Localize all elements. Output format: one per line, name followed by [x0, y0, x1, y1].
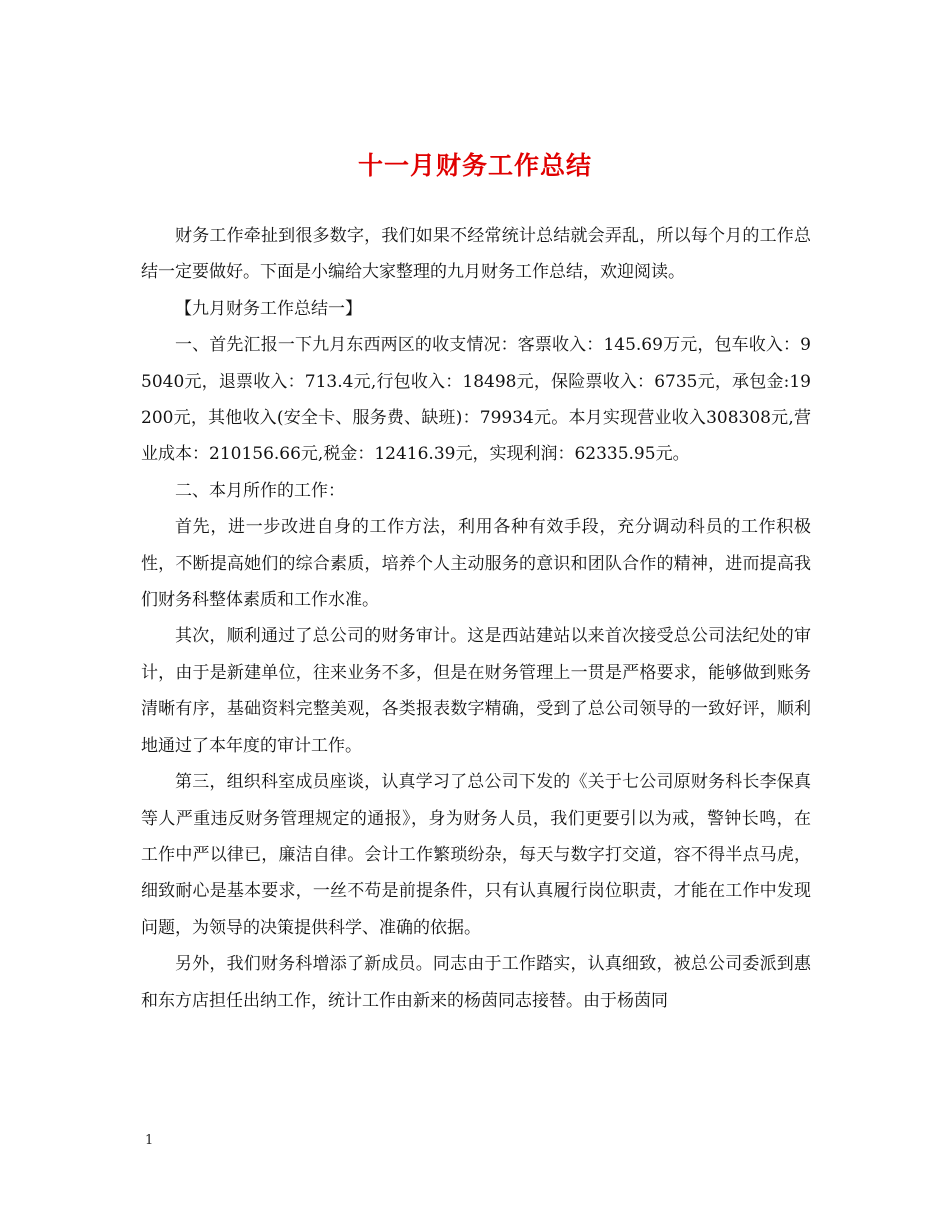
document-title: 十一月财务工作总结 — [357, 151, 592, 180]
page-number: 1 — [145, 1133, 154, 1148]
paragraph-work-third: 第三，组织科室成员座谈，认真学习了总公司下发的《关于七公司原财务科长李保真等人严重违反财务管理规定的通报》，身为财务人员，我们更要引以为戒，警钟长鸣，在工作中严以律已，廉洁自律。会计工作繁琐纷杂，每天与数字打交道，容不得半点马虎，细致耐心是基本要求，一丝不苟是前提条件，只有认真履行岗位职责，才能在工作中发现问题，为领导的决策提供科学、准确的依据。 — [141, 772, 811, 938]
paragraph-income-summary: 一、首先汇报一下九月东西两区的收支情况：客票收入：145.69万元，包车收入：95040元，退票收入：713.4元,行包收入：18498元，保险票收入：6735元，承包金:19200元，其他收入(安全卡、服务费、缺班)：79934元。本月实现营业收入308308元,营业成本：210156.66元,税金：12416.39元，实现利润：62335.95元。 — [141, 335, 811, 465]
document-body — [141, 218, 811, 1019]
paragraph-work-heading: 二、本月所作的工作： — [175, 480, 345, 501]
section-heading: 【九月财务工作总结一】 — [175, 298, 362, 319]
paragraph-work-first: 首先，进一步改进自身的工作方法，利用各种有效手段，充分调动科员的工作积极性，不断提高她们的综合素质，培养个人主动服务的意识和团队合作的精神，进而提高我们财务科整体素质和工作水准。 — [141, 517, 811, 611]
paragraph-work-second: 其次，顺利通过了总公司的财务审计。这是西站建站以来首次接受总公司法纪处的审计，由于是新建单位，往来业务不多，但是在财务管理上一贯是严格要求，能够做到账务清晰有序，基础资料完整美观，各类报表数字精确，受到了总公司领导的一致好评，顺利地通过了本年度的审计工作。 — [141, 626, 811, 756]
paragraph-work-other: 另外，我们财务科增添了新成员。同志由于工作踏实，认真细致，被总公司委派到惠和东方店担任出纳工作，统计工作由新来的杨茵同志接替。由于杨茵同 — [141, 954, 811, 1011]
paragraph-intro: 财务工作牵扯到很多数字，我们如果不经常统计总结就会弄乱，所以每个月的工作总结一定要做好。下面是小编给大家整理的九月财务工作总结，欢迎阅读。 — [141, 226, 811, 283]
